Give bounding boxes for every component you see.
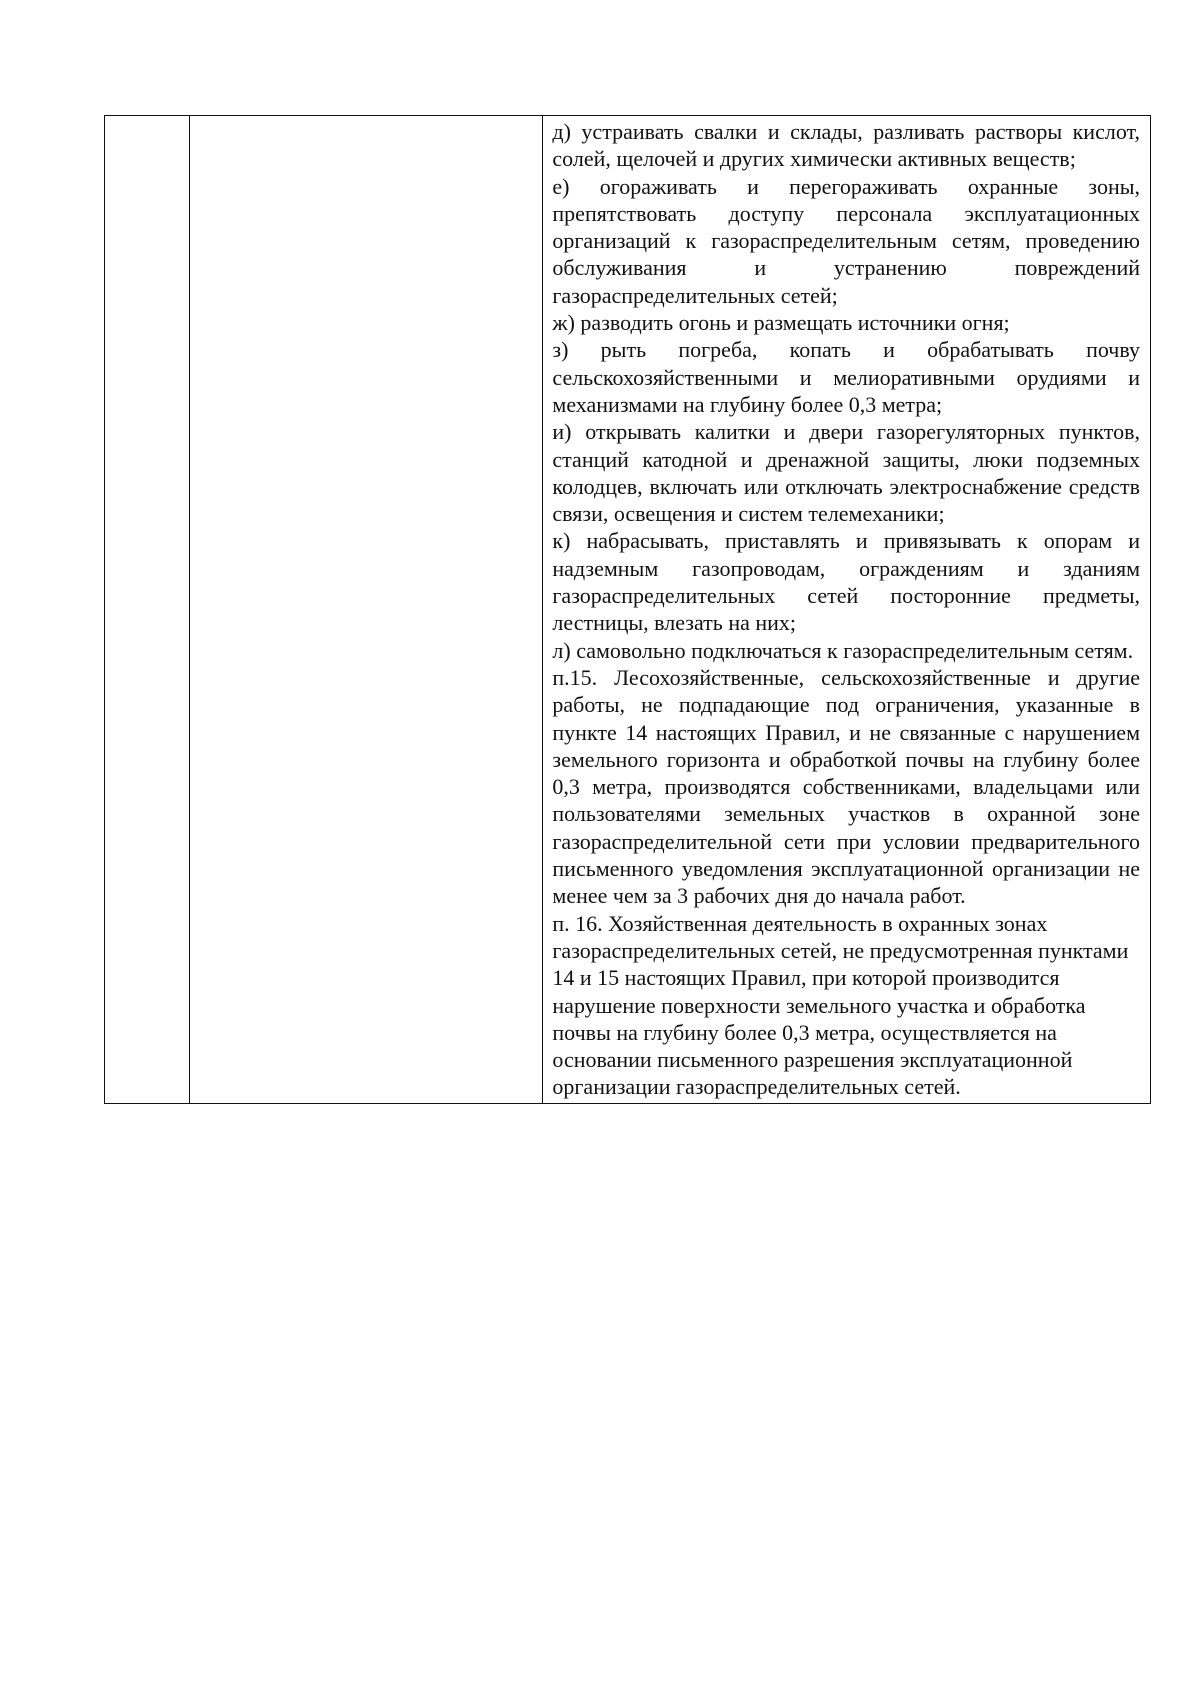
table-cell-name	[190, 116, 543, 1104]
restrictions-text	[543, 116, 1150, 1103]
paragraph-p15: п.15. Лесохозяйственные, сельскохозяйственные и другие работы, не подпадающие под ограничения, указанные в пункте 14 настоящих Правил, и не связанные с нарушением земельного горизонта и обработкой почвы на глубину более 0,3 метра, производятся собственниками, владельцами или пользователями земельных участков в охранной зоне газораспределительной сети при условии предварительного письменного уведомления эксплуатационной организации не менее чем за 3 рабочих дня до начала работ.	[552, 664, 1140, 909]
paragraph-zh: ж) разводить огонь и размещать источники огня;	[552, 310, 1010, 336]
paragraph-i: и) открывать калитки и двери газорегуляторных пунктов, станций катодной и дренажной защиты, люки подземных колодцев, включать или отключать электроснабжение средств связи, освещения и систем телемеханики;	[552, 419, 1140, 527]
table-row	[105, 116, 1151, 1104]
table-cell-number	[105, 116, 190, 1104]
table-cell-restrictions	[543, 116, 1151, 1104]
paragraph-k: к) набрасывать, приставлять и привязывать к опорам и надземным газопроводам, ограждениям и зданиям газораспределительных сетей посторонние предметы, лестницы, влезать на них;	[552, 528, 1140, 636]
document-table	[104, 115, 1151, 1104]
paragraph-e: е) огораживать и перегораживать охранные зоны, препятствовать доступу персонала эксплуатационных организаций к газораспределительным сетям, проведению обслуживания и устранению повреждений газораспределительных сетей;	[552, 173, 1140, 308]
paragraph-z: з) рыть погреба, копать и обрабатывать почву сельскохозяйственными и мелиоративными орудиями и механизмами на глубину более 0,3 метра;	[552, 337, 1140, 417]
paragraph-p16: п. 16. Хозяйственная деятельность в охранных зонах газораспределительных сетей, не предусмотренная пунктами 14 и 15 настоящих Правил, при которой производится нарушение поверхности земельного участка и обработка почвы на глубину более 0,3 метра, осуществляется на основании письменного разрешения эксплуатационной организации газораспределительных сетей.	[552, 910, 1129, 1100]
paragraph-d: д) устраивать свалки и склады, разливать растворы кислот, солей, щелочей и других химически активных веществ;	[552, 119, 1140, 172]
paragraph-l: л) самовольно подключаться к газораспределительным сетям.	[552, 637, 1134, 663]
